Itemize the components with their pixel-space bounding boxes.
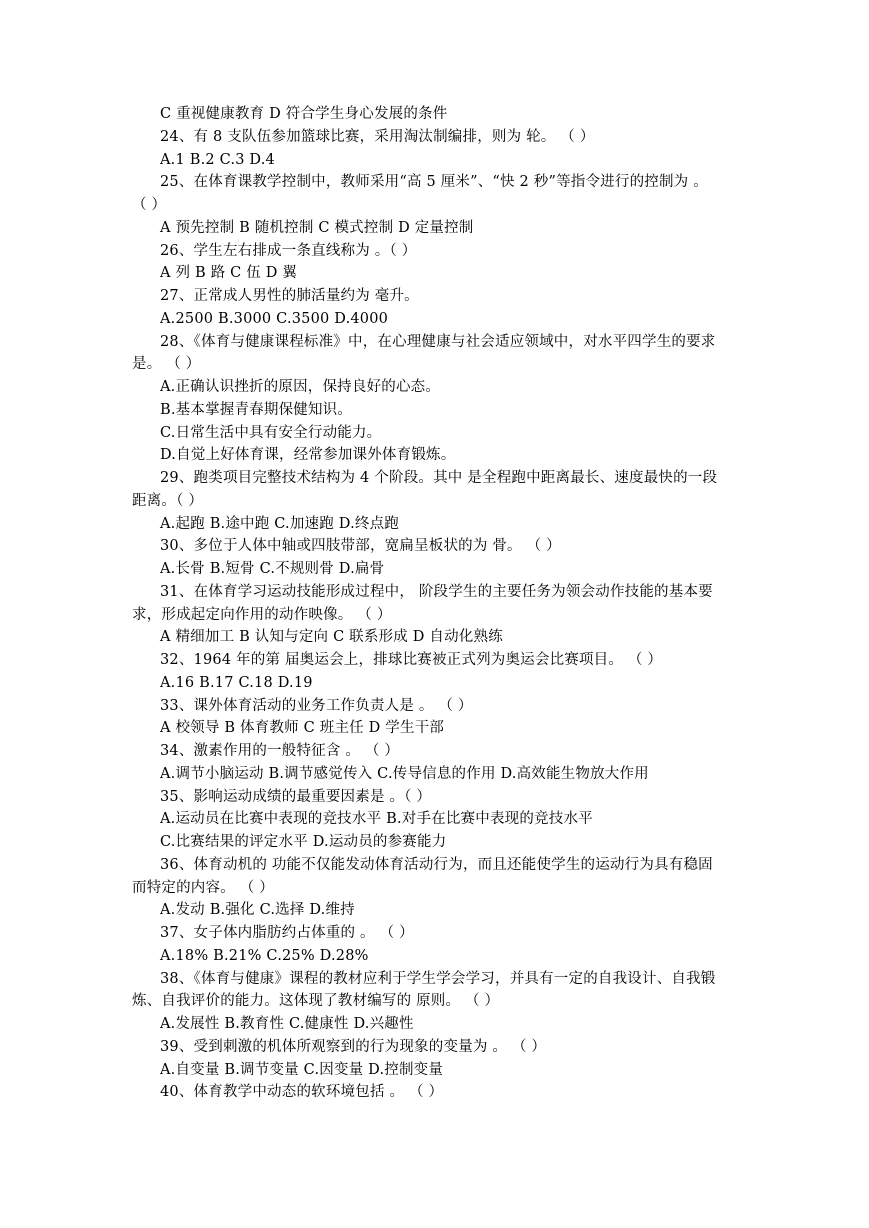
question-line: 37、女子体内脂肪约占体重的 。 （ ） [160, 925, 414, 941]
answer-options-line: A 列 B 路 C 伍 D 翼 [160, 265, 298, 282]
answer-options-line: A.长骨 B.短骨 C.不规则骨 D.扁骨 [160, 561, 385, 577]
answer-options-line: A.18% B.21% C.25% D.28% [160, 947, 369, 964]
question-line: 24、有 8 支队伍参加篮球比赛，采用淘汰制编排，则为 轮。 （ ） [160, 128, 595, 145]
question-line: 30、多位于人体中轴或四肢带部，宽扁呈板状的为 骨。 （ ） [160, 538, 561, 555]
answer-options-line: C.日常生活中具有安全行动能力。 [160, 424, 382, 441]
answer-options-line: A.运动员在比赛中表现的竞技水平 B.对手在比赛中表现的竞技水平 [160, 811, 593, 828]
answer-options-line: A.起跑 B.途中跑 C.加速跑 D.终点跑 [160, 515, 399, 532]
question-line: 38、《体育与健康》课程的教材应利于学生学会学习，并具有一定的自我设计、自我锻 [160, 970, 716, 987]
question-line: 28、《体育与健康课程标准》中，在心理健康与社会适应领域中，对水平四学生的要求 [160, 333, 716, 350]
answer-options-line: C 重视健康教育 D 符合学生身心发展的条件 [160, 106, 448, 122]
answer-options-line: A.正确认识挫折的原因，保持良好的心态。 [160, 379, 441, 395]
question-line: 31、在体育学习运动技能形成过程中， 阶段学生的主要任务为领会动作技能的基本要 [160, 583, 713, 600]
answer-options-line: A.2500 B.3000 C.3500 D.4000 [160, 310, 389, 327]
question-line: 35、影响运动成绩的最重要因素是 。（ ） [160, 788, 432, 805]
answer-options-line: A.自变量 B.调节变量 C.因变量 D.控制变量 [160, 1061, 444, 1078]
answer-options-line: A.发动 B.强化 C.选择 D.维持 [160, 902, 355, 919]
question-line: 33、课外体育活动的业务工作负责人是 。 （ ） [160, 697, 473, 714]
question-continuation-line: 求，形成起定向作用的动作映像。 （ ） [132, 606, 392, 623]
question-continuation-line: 是。 （ ） [132, 356, 201, 373]
question-line: 27、正常成人男性的肺活量约为 毫升。 [160, 288, 419, 304]
answer-options-line: A.16 B.17 C.18 D.19 [160, 674, 313, 691]
answer-options-line: A.调节小脑运动 B.调节感觉传入 C.传导信息的作用 D.高效能生物放大作用 [160, 765, 649, 782]
question-continuation-line: （ ） [132, 197, 167, 213]
answer-options-line: A 精细加工 B 认知与定向 C 联系形成 D 自动化熟练 [160, 629, 503, 646]
answer-options-line: A 预先控制 B 随机控制 C 模式控制 D 定量控制 [160, 219, 474, 236]
answer-options-line: A.1 B.2 C.3 D.4 [160, 151, 275, 168]
question-line: 29、跑类项目完整技术结构为 4 个阶段。其中 是全程跑中距离最长、速度最快的一段 [160, 470, 718, 486]
question-line: 34、激素作用的一般特征含 。 （ ） [160, 743, 400, 759]
question-line: 36、体育动机的 功能不仅能发动体育活动行为，而且还能使学生的运动行为具有稳固 [160, 856, 713, 873]
answer-options-line: A.发展性 B.教育性 C.健康性 D.兴趣性 [160, 1016, 414, 1032]
question-line: 40、体育教学中动态的软环境包括 。 （ ） [160, 1084, 444, 1101]
question-continuation-line: 距离。（ ） [132, 492, 204, 509]
answer-options-line: B.基本掌握青春期保健知识。 [160, 401, 353, 418]
question-line: 26、学生左右排成一条直线称为 。（ ） [160, 242, 417, 259]
answer-options-line: D.自觉上好体育课，经常参加课外体育锻炼。 [160, 447, 456, 464]
question-continuation-line: 炼、自我评价的能力。这体现了教材编写的 原则。 （ ） [132, 993, 500, 1010]
question-line: 39、受到刺激的机体所观察到的行为现象的变量为 。 （ ） [160, 1038, 547, 1055]
question-line: 32、1964 年的第 届奥运会上，排球比赛被正式列为奥运会比赛项目。 （ ） [160, 652, 663, 668]
answer-options-line: A 校领导 B 体育教师 C 班主任 D 学生干部 [160, 720, 445, 737]
question-continuation-line: 而特定的内容。 （ ） [132, 879, 274, 896]
question-line: 25、在体育课教学控制中，教师采用“高 5 厘米”、“快 2 秒”等指令进行的控制为 。 [160, 174, 708, 191]
answer-options-line: C.比赛结果的评定水平 D.运动员的参赛能力 [160, 834, 447, 850]
